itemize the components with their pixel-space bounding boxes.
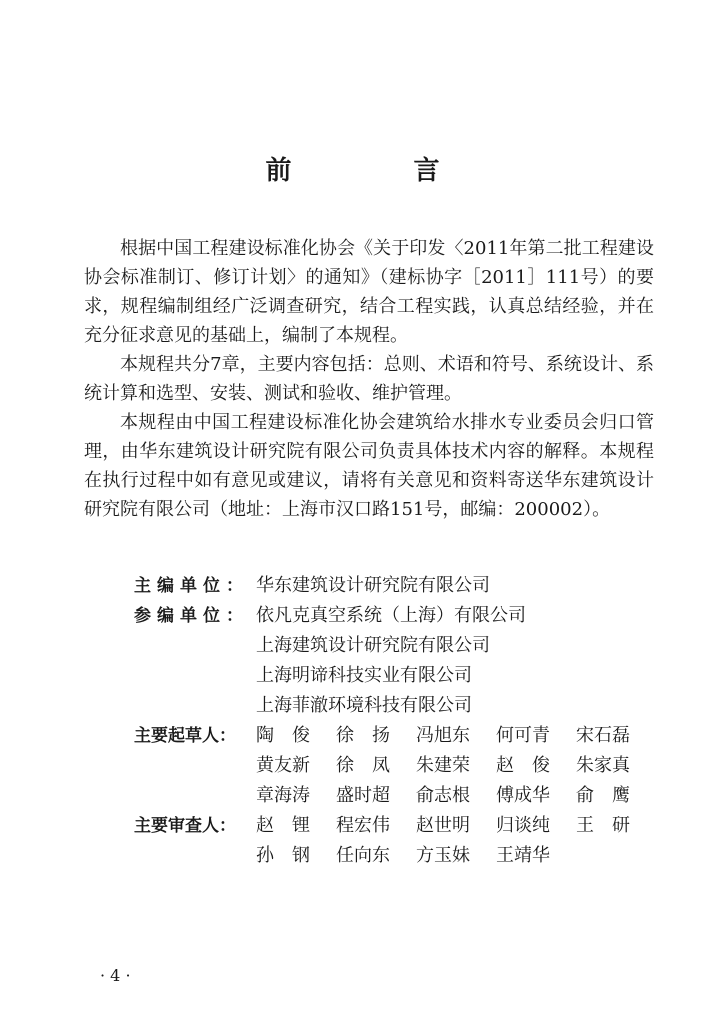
preface-paragraph-3: 本规程由中国工程建设标准化协会建筑给水排水专业委员会归口管理，由华东建筑设计研究院有限公司负责具体技术内容的解释。本规程在执行过程中如有意见或建议，请将有关意见和资料寄送华东建筑设计研究院有限公司（地址：上海市汉口路151号，邮编：200002）。 bbox=[84, 412, 654, 520]
reviewers-row bbox=[134, 811, 674, 841]
drafter-names bbox=[256, 751, 656, 781]
credits-block bbox=[134, 571, 674, 871]
preface-paragraph-2: 本规程共分7章，主要内容包括：总则、术语和符号、系统设计、系统计算和选型、安装、测试和验收、维护管理。 bbox=[84, 354, 654, 404]
reviewer-names bbox=[256, 811, 656, 841]
participating-unit-row bbox=[134, 631, 674, 661]
drafter-names bbox=[256, 721, 656, 751]
reviewer-name: 赵 锂 bbox=[256, 815, 310, 836]
participating-unit-row bbox=[134, 601, 674, 631]
drafter-name: 黄友新 bbox=[256, 755, 310, 776]
participating-unit: 上海明谛科技实业有限公司 bbox=[256, 665, 472, 686]
preface-paragraph-1: 根据中国工程建设标准化协会《关于印发〈2011年第二批工程建设协会标准制订、修订计划〉的通知》（建标协字［2011］111号）的要求，规程编制组经广泛调查研究，结合工程实践，认真总结经验，并在充分征求意见的基础上，编制了本规程。 bbox=[84, 238, 654, 346]
drafter-name: 赵 俊 bbox=[496, 755, 550, 776]
preface-body bbox=[84, 234, 654, 524]
reviewer-name: 程宏伟 bbox=[336, 815, 390, 836]
drafter-name: 朱建荣 bbox=[416, 755, 470, 776]
chief-editor-row bbox=[134, 571, 674, 601]
reviewer-names bbox=[256, 841, 576, 871]
reviewers-label: 主要审查人： bbox=[134, 816, 236, 836]
reviewer-name: 孙 钢 bbox=[256, 845, 310, 866]
drafter-name: 陶 俊 bbox=[256, 725, 310, 746]
drafter-name: 俞 鹰 bbox=[576, 785, 630, 806]
drafters-row bbox=[134, 721, 674, 751]
chief-editor-label: 主编单位： bbox=[134, 576, 249, 596]
drafter-name: 何可青 bbox=[496, 725, 550, 746]
reviewers-row bbox=[134, 841, 674, 871]
participating-unit: 依凡克真空系统（上海）有限公司 bbox=[256, 605, 526, 626]
drafter-name: 傅成华 bbox=[496, 785, 550, 806]
reviewer-name: 王 研 bbox=[576, 815, 630, 836]
reviewer-name: 王靖华 bbox=[496, 845, 550, 866]
drafter-name: 冯旭东 bbox=[416, 725, 470, 746]
drafters-row bbox=[134, 751, 674, 781]
drafter-name: 盛时超 bbox=[336, 785, 390, 806]
participating-unit-row bbox=[134, 691, 674, 721]
drafters-row bbox=[134, 781, 674, 811]
page-number: · 4 · bbox=[100, 966, 131, 985]
drafter-names bbox=[256, 781, 656, 811]
reviewer-name: 赵世明 bbox=[416, 815, 470, 836]
reviewer-name: 归谈纯 bbox=[496, 815, 550, 836]
drafter-name: 徐 扬 bbox=[336, 725, 390, 746]
drafter-name: 徐 凤 bbox=[336, 755, 390, 776]
participating-unit: 上海菲澈环境科技有限公司 bbox=[256, 695, 472, 716]
drafters-label: 主要起草人： bbox=[134, 726, 236, 746]
chief-editor-unit: 华东建筑设计研究院有限公司 bbox=[256, 575, 490, 596]
participating-unit: 上海建筑设计研究院有限公司 bbox=[256, 635, 490, 656]
reviewer-name: 任向东 bbox=[336, 845, 390, 866]
participating-units-label: 参编单位： bbox=[134, 606, 249, 626]
participating-unit-row bbox=[134, 661, 674, 691]
drafter-name: 章海涛 bbox=[256, 785, 310, 806]
reviewer-name: 方玉妹 bbox=[416, 845, 470, 866]
page-title: 前 言 bbox=[265, 156, 488, 186]
drafter-name: 朱家真 bbox=[576, 755, 630, 776]
drafter-name: 宋石磊 bbox=[576, 725, 630, 746]
drafter-name: 俞志根 bbox=[416, 785, 470, 806]
